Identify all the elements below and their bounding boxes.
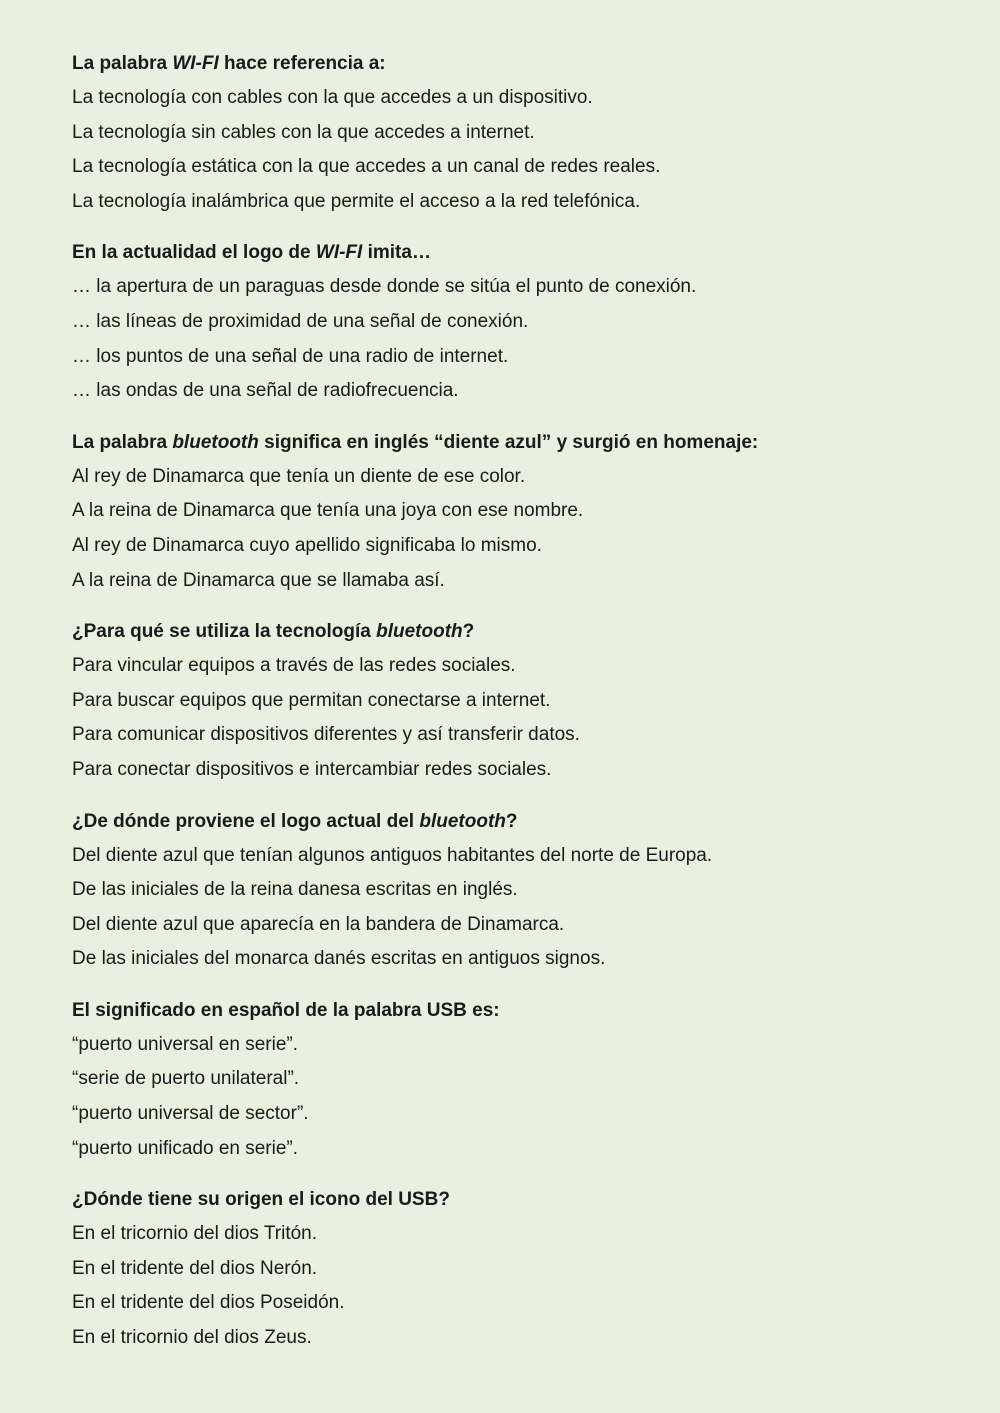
answer-option[interactable]: La tecnología sin cables con la que accedes a internet. bbox=[72, 121, 535, 143]
question-title: La palabra WI-FI hace referencia a: bbox=[72, 53, 386, 74]
question-title: La palabra bluetooth significa en inglés “diente azul” y surgió en homenaje: bbox=[72, 431, 759, 453]
answer-option[interactable]: A la reina de Dinamarca que se llamaba así. bbox=[72, 569, 445, 591]
question-title: ¿Para qué se utiliza la tecnología bluetooth? bbox=[72, 621, 475, 643]
answer-option[interactable]: “serie de puerto unilateral”. bbox=[72, 1068, 300, 1090]
answer-option[interactable]: De las iniciales de la reina danesa escritas en inglés. bbox=[72, 879, 518, 901]
question-title: El significado en español de la palabra USB es: bbox=[72, 999, 500, 1021]
answer-option[interactable]: Del diente azul que aparecía en la bandera de Dinamarca. bbox=[72, 913, 565, 935]
question-wifi-logo bbox=[72, 236, 1000, 408]
answer-option[interactable]: La tecnología estática con la que accedes a un canal de redes reales. bbox=[72, 156, 661, 178]
answer-option[interactable]: “puerto universal en serie”. bbox=[72, 1033, 298, 1055]
answer-option[interactable]: En el tridente del dios Poseidón. bbox=[72, 1292, 345, 1314]
question-title: ¿De dónde proviene el logo actual del bluetooth? bbox=[72, 810, 518, 832]
answer-option[interactable]: … las líneas de proximidad de una señal de conexión. bbox=[72, 310, 529, 332]
answer-option[interactable]: “puerto universal de sector”. bbox=[72, 1103, 309, 1125]
answer-option[interactable]: Al rey de Dinamarca que tenía un diente de ese color. bbox=[72, 465, 526, 487]
answer-option[interactable]: Al rey de Dinamarca cuyo apellido significaba lo mismo. bbox=[72, 534, 542, 556]
answer-option[interactable]: A la reina de Dinamarca que tenía una joya con ese nombre. bbox=[72, 500, 584, 522]
answer-option[interactable]: … los puntos de una señal de una radio de internet. bbox=[72, 345, 509, 367]
answer-option[interactable]: En el tricornio del dios Tritón. bbox=[72, 1223, 318, 1245]
question-title: En la actualidad el logo de WI-FI imita… bbox=[72, 242, 431, 264]
answer-option[interactable]: … las ondas de una señal de radiofrecuencia. bbox=[72, 380, 459, 402]
answer-option[interactable]: … la apertura de un paraguas desde donde se sitúa el punto de conexión. bbox=[72, 276, 697, 298]
question-usb-meaning bbox=[72, 994, 1000, 1166]
answer-option[interactable]: “puerto unificado en serie”. bbox=[72, 1137, 299, 1159]
answer-option[interactable]: Para vincular equipos a través de las redes sociales. bbox=[72, 655, 516, 677]
answer-option[interactable]: La tecnología inalámbrica que permite el acceso a la red telefónica. bbox=[72, 190, 641, 212]
answer-option[interactable]: La tecnología con cables con la que accedes a un dispositivo. bbox=[72, 87, 593, 108]
answer-option[interactable]: En el tricornio del dios Zeus. bbox=[72, 1327, 312, 1349]
question-wifi-meaning bbox=[72, 47, 1000, 219]
question-bluetooth-logo bbox=[72, 805, 1000, 977]
answer-option[interactable]: Para buscar equipos que permitan conectarse a internet. bbox=[72, 689, 551, 711]
answer-option[interactable]: En el tridente del dios Nerón. bbox=[72, 1257, 318, 1279]
answer-option[interactable]: De las iniciales del monarca danés escritas en antiguos signos. bbox=[72, 948, 606, 970]
question-bluetooth-origin bbox=[72, 426, 1000, 598]
answer-option[interactable]: Para comunicar dispositivos diferentes y así transferir datos. bbox=[72, 724, 580, 746]
question-usb-icon bbox=[72, 1183, 1000, 1355]
question-bluetooth-use bbox=[72, 615, 1000, 787]
question-title: ¿Dónde tiene su origen el icono del USB? bbox=[72, 1189, 450, 1211]
answer-option[interactable]: Del diente azul que tenían algunos antiguos habitantes del norte de Europa. bbox=[72, 844, 713, 866]
answer-option[interactable]: Para conectar dispositivos e intercambiar redes sociales. bbox=[72, 758, 552, 780]
